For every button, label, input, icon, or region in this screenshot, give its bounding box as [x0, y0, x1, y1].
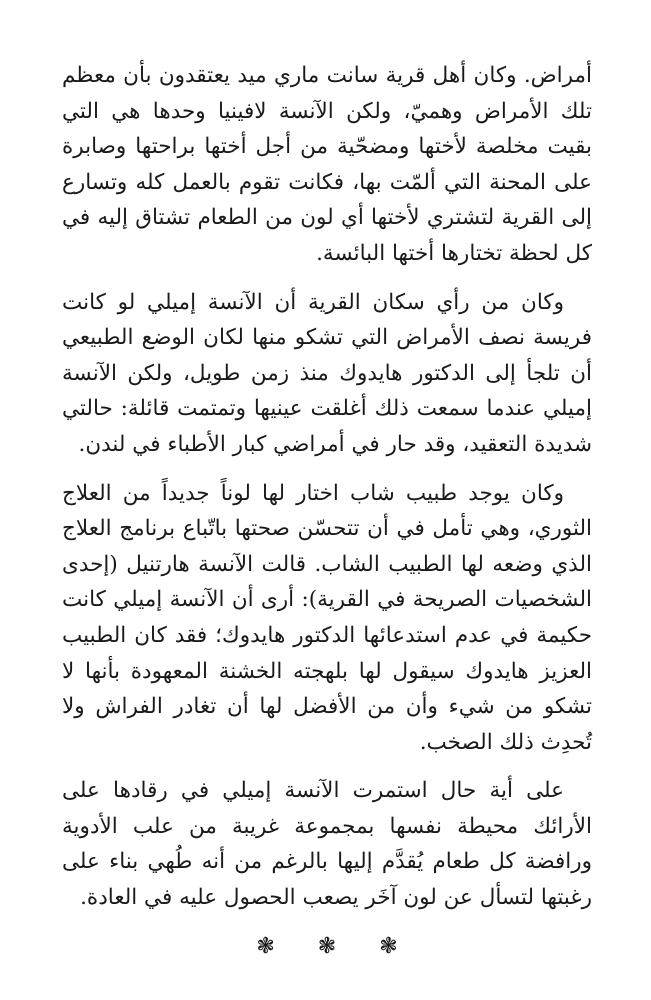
section-separator: ❃ ❃ ❃ [256, 933, 416, 959]
paragraph-1: أمراض. وكان أهل قرية سانت ماري ميد يعتقدون بأن معظم تلك الأمراض وهميّ، ولكن الآنسة لافينيا وحدها هي التي بقيت مخلصة لأختها ومضحّية من أجل أختها براحتها وصابرة على المحنة التي ألمّت بها، فكانت تقوم بالعمل كله وتسارع إلى القرية لتشتري لأختها أي لون من الطعام تشتاق إليه في كل لحظة تختارها أختها البائسة. [62, 63, 592, 266]
document-page [62, 58, 592, 964]
paragraph-2: وكان من رأي سكان القرية أن الآنسة إميلي لو كانت فريسة نصف الأمراض التي تشكو منها لكان الوضع الطبيعي أن تلجأ إلى الدكتور هايدوك منذ زمن طويل، ولكن الآنسة إميلي عندما سمعت ذلك أغلقت عينيها وتمتمت قائلة: حالتي شديدة التعقيد، وقد حار في أمراضي كبار الأطباء في لندن. [62, 289, 592, 457]
paragraph-4: على أية حال استمرت الآنسة إميلي في رقادها على الأرائك محيطة نفسها بمجموعة غريبة من علب الأدوية ورافضة كل طعام يُقدَّم إليها بالرغم من أنه طُهي بناء على رغبتها لتسأل عن لون آخَر يصعب الحصول عليه في العادة. [62, 778, 592, 911]
paragraph-3: وكان يوجد طبيب شاب اختار لها لوناً جديداً من العلاج الثوري، وهي تأمل في أن تتحسّن صحتها باتّباع برنامج العلاج الذي وضعه لها الطبيب الشاب. قالت الآنسة هارتنيل (إحدى الشخصيات الصريحة في القرية): أرى أن الآنسة إميلي كانت حكيمة في عدم استدعائها الدكتور هايدوك؛ فقد كان الطبيب العزيز هايدوك سيقول لها بلهجته الخشنة المعهودة بأنها لا تشكو من شيء وأن من الأفضل لها أن تغادر الفراش ولا تُحدِث ذلك الصخب. [62, 480, 592, 755]
